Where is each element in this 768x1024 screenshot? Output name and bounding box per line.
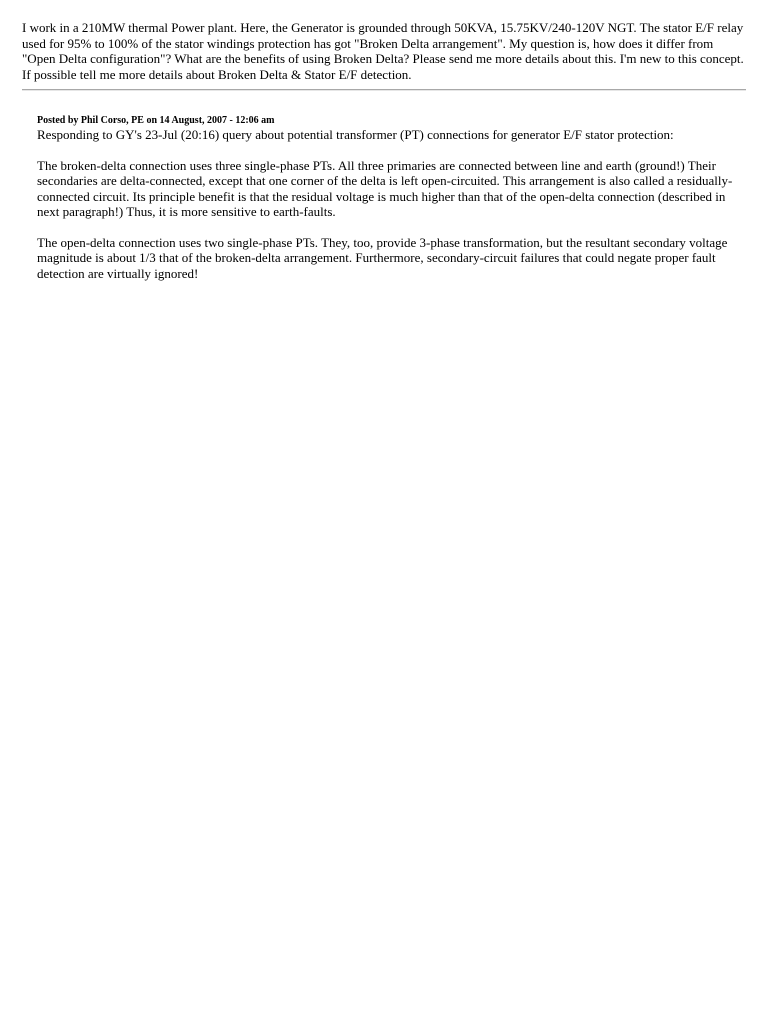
question-text: I work in a 210MW thermal Power plant. Here, the Generator is grounded through 50KVA, 15.75KV/240-120V NGT. The stator E/F relay used for 95% to 100% of the stator windings protection has got "Broken Delta arrangement". My question is, how does it differ from "Open Delta configuration"? What are the benefits of using Broken Delta? Please send me more details about this. I'm new to this concept. If possible tell me more details about Broken Delta & Stator E/F detection. — [22, 20, 744, 82]
reply-post — [37, 114, 742, 281]
reply-paragraph-broken-delta: The broken-delta connection uses three single-phase PTs. All three primaries are connected between line and earth (ground!) Their secondaries are delta-connected, except that one corner of the delta is left open-circuited. This arrangement is also called a residually-connected circuit. Its principle benefit is that the residual voltage is much higher than that of the open-delta connection (described in next paragraph!) Thus, it is more sensitive to earth-faults. — [37, 157, 733, 219]
post-author-line: Posted by Phil Corso, PE on 14 August, 2007 - 12:06 am — [37, 115, 275, 126]
post-divider — [22, 89, 746, 91]
reply-paragraph-open-delta: The open-delta connection uses two single-phase PTs. They, too, provide 3-phase transformation, but the resultant secondary voltage magnitude is about 1/3 that of the broken-delta arrangement. Furthermore, secondary-circuit failures that could negate proper fault detection are virtually ignored! — [37, 234, 728, 281]
reply-paragraph-intro: Responding to GY's 23-Jul (20:16) query about potential transformer (PT) connections for generator E/F stator protection: — [37, 127, 674, 142]
